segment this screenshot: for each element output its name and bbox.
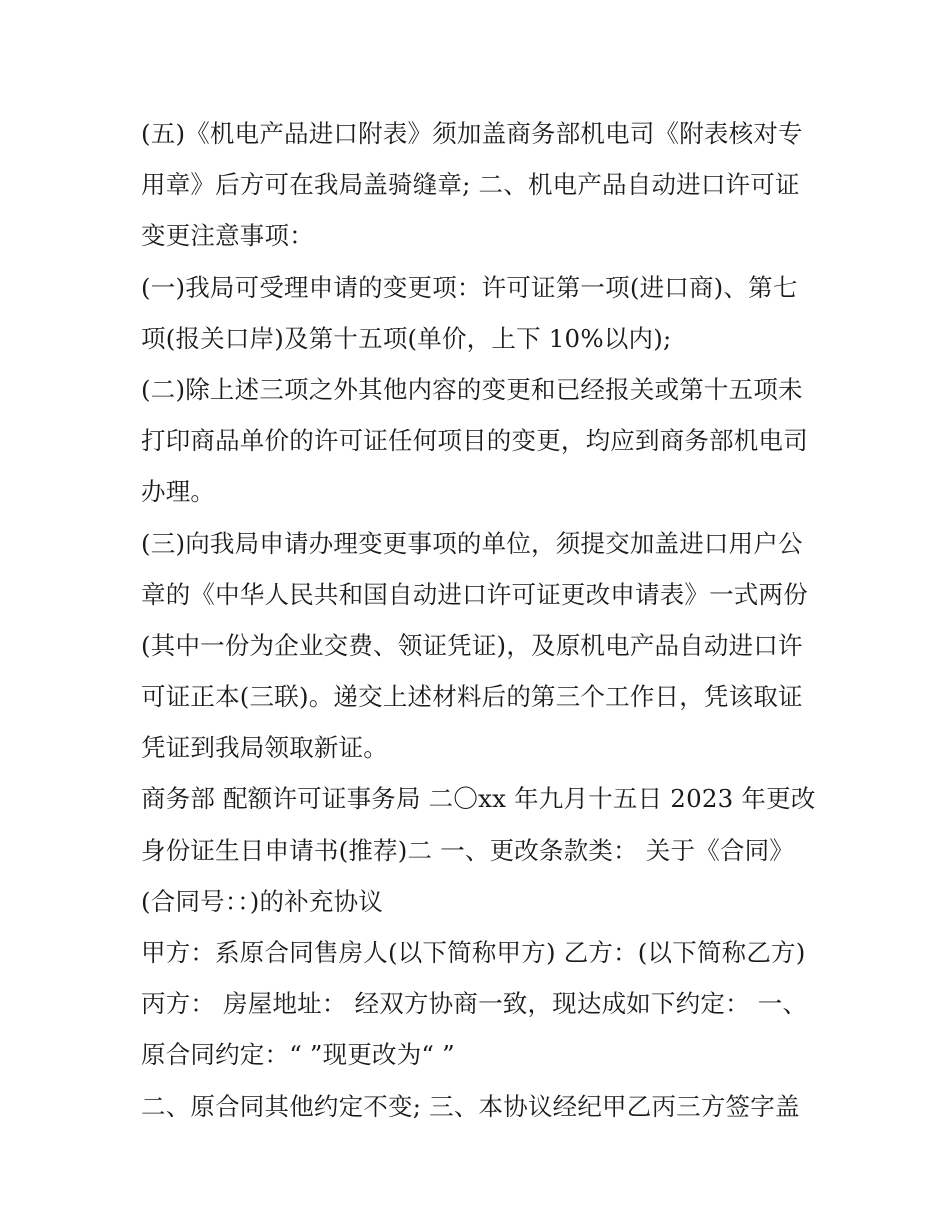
text-line: (二)除上述三项之外其他内容的变更和已经报关或第十五项未 <box>141 374 803 404</box>
text-line: 项(报关口岸)及第十五项(单价，上下 10%以内); <box>141 323 672 353</box>
text-line: 丙方： 房屋地址： 经双方协商一致，现达成如下约定： 一、 <box>141 989 808 1019</box>
text-line: (一)我局可受理申请的变更项：许可证第一项(进口商)、第七 <box>141 272 798 302</box>
text-line: 商务部 配额许可证事务局 二〇xx 年九月十五日 2023 年更改 <box>141 784 816 814</box>
text-line: 章的《中华人民共和国自动进口许可证更改申请表》一式两份 <box>141 579 808 609</box>
text-line: (三)向我局申请办理变更事项的单位，须提交加盖进口用户公 <box>141 528 803 558</box>
text-line: 原合同约定：“ ”现更改为“ ” <box>141 1040 455 1070</box>
text-line: 甲方：系原合同售房人(以下简称甲方) 乙方：(以下简称乙方) <box>141 938 806 967</box>
text-line: 凭证到我局领取新证。 <box>141 733 388 763</box>
text-line: 变更注意事项： <box>141 221 314 251</box>
text-line: (其中一份为企业交费、领证凭证)，及原机电产品自动进口许 <box>141 630 803 660</box>
text-line: 二、原合同其他约定不变; 三、本协议经纪甲乙丙三方签字盖 <box>141 1091 800 1121</box>
text-line: (合同号：：)的补充协议 <box>141 886 384 916</box>
text-line: 身份证生日申请书(推荐)二 一、更改条款类： 关于《合同》 <box>141 835 794 865</box>
text-line: 可证正本(三联)。递交上述材料后的第三个工作日，凭该取证 <box>141 682 803 712</box>
text-line: 用章》后方可在我局盖骑缝章; 二、机电产品自动进口许可证 <box>141 170 800 200</box>
text-line: 打印商品单价的许可证任何项目的变更，均应到商务部机电司 <box>141 426 808 456</box>
document-body <box>141 108 821 1132</box>
text-line: (五)《机电产品进口附表》须加盖商务部机电司《附表核对专 <box>141 119 803 148</box>
text-line: 办理。 <box>141 477 216 507</box>
